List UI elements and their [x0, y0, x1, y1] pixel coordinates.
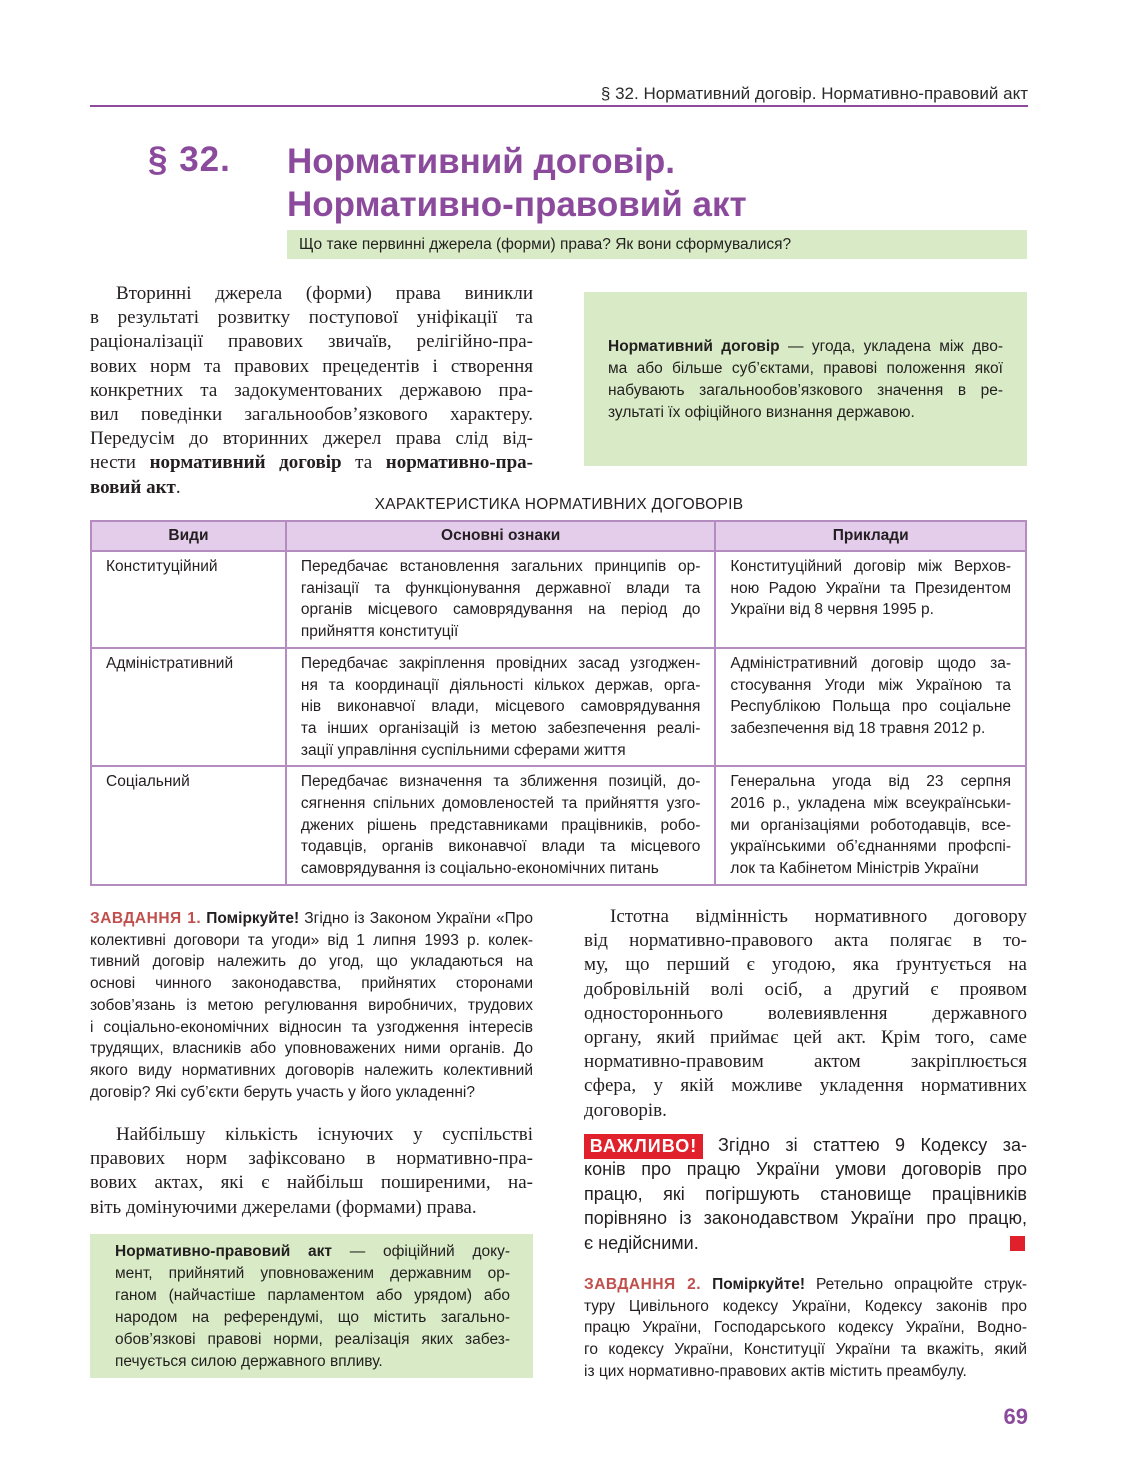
paragraph-line: договорів. [584, 1099, 667, 1121]
header-rule [90, 105, 1028, 107]
paragraph-line: віть домінуючими джерелами (формами) права. [90, 1196, 477, 1218]
definition-line: ма або більше суб’єктами, правові положення якої [608, 360, 1003, 377]
definition-contract [608, 336, 1003, 424]
definition-line: зультаті їх офіційного визнання державою. [608, 404, 915, 421]
cell-line: Конституційний договір між Верхов- [730, 558, 1011, 575]
note-line: Згідно зі статтею 9 Кодексу за- [718, 1135, 1027, 1155]
guiding-question: Що таке первинні джерела (форми) права? Як вони сформувалися? [287, 230, 1027, 259]
cell-line: ня та координації діяльності кількох держав, орга- [300, 676, 701, 694]
definition-line: народом на референдумі, що містить загально- [115, 1309, 510, 1326]
task-line: тивний договір належить до угод, що укладаються на [90, 953, 533, 971]
paragraph-line: сфера, у якій можливе укладення нормативних [584, 1075, 1027, 1097]
task-line: колективні договори та угоди» від 1 липня 1993 р. колек- [90, 931, 533, 949]
definition-line: печується силою державного впливу. [115, 1353, 383, 1370]
paragraph-line: Істотна відмінність нормативного договору [610, 906, 1027, 927]
cell-line: Республікою Польща про соціальне [730, 698, 1011, 716]
cell-line: ми організаціями роботодавців, все- [730, 816, 1011, 834]
cell-line: Генеральна угода від 23 серпня [730, 773, 1011, 791]
cell-line: Передбачає визначення та зближення позицій, до- [300, 773, 701, 791]
task-line: і соціально-економічних відносин та узгодження інтересів [90, 1018, 533, 1036]
cell-line: зації управління суспільними сферами життя [300, 741, 626, 759]
paragraph-line: нормативно-правовим актом закріплюється [584, 1051, 1027, 1073]
intro-line: вил поведінки загальнообов’язкового характеру. [90, 404, 533, 426]
intro-text: . [175, 476, 181, 498]
task-line [584, 1274, 1027, 1296]
contracts-table [90, 520, 1027, 886]
cell-line: ною Радою України та Президентом [730, 579, 1011, 597]
intro-text: нести [90, 452, 150, 474]
intro-line [90, 451, 533, 475]
cell-examples [715, 766, 1026, 885]
intro-line: Вторинні джерела (форми) права виникли [116, 283, 533, 304]
cell-line: стосування Угоди між Україною та [730, 676, 1011, 694]
task-prompt: Поміркуйте! [712, 1276, 806, 1293]
cell-features [286, 551, 716, 648]
cell-type: Конституційний [91, 551, 286, 648]
table-row [91, 648, 1026, 767]
cell-line: та інших організацій із метою забезпечення реалі- [300, 719, 701, 737]
intro-line: в результаті розвитку поступової уніфікації та [90, 307, 533, 329]
task-line: зобов’язань із метою регулювання виробничих, трудових [90, 996, 533, 1014]
section-number: § 32. [148, 140, 231, 179]
running-head: § 32. Нормативний договір. Нормативно-правовий акт [600, 84, 1028, 103]
definition-line [115, 1241, 510, 1263]
task-line: го кодексу України, Конституції України та вкажіть, який [584, 1341, 1027, 1359]
task-prompt: Поміркуйте! [206, 910, 300, 927]
cell-line: органів місцевого самоврядування на період до [300, 601, 701, 619]
task-label: ЗАВДАННЯ 1. [90, 910, 202, 927]
cell-line: забезпечення від 18 травня 2012 р. [730, 719, 986, 737]
table-row [91, 766, 1026, 885]
task-line: туру Цивільного кодексу України, Кодексу законів про [584, 1297, 1027, 1315]
task-2 [584, 1274, 1027, 1383]
cell-line: України від 8 червня 1995 р. [730, 601, 934, 619]
task-1 [90, 908, 533, 1103]
definition-line [608, 336, 1003, 358]
paragraph-line: му, що перший є угодою, яка ґрунтується на [584, 954, 1027, 976]
intro-paragraph [90, 282, 533, 500]
task-line: трудящих, власників або уповноважених ними органів. До [90, 1040, 533, 1058]
paragraph-line: одностороннього волевиявлення державного [584, 1002, 1027, 1024]
cell-features [286, 648, 716, 767]
task-text: Ретельно опрацюйте струк- [805, 1276, 1028, 1293]
definition-line: обов’язкові правові норми, реалізація яких забез- [115, 1331, 510, 1348]
cell-line: нів виконавчої влади, місцевого самоврядування [300, 698, 701, 716]
paragraph-line: добровільній волі осіб, а другий є проявом [584, 978, 1027, 1000]
paragraph-normative-acts [90, 1123, 533, 1220]
intro-line: Передусім до вторинних джерел права слід від- [90, 428, 533, 450]
cell-line: сягнення спільних домовленостей та прийняття узго- [300, 795, 701, 813]
cell-features [286, 766, 716, 885]
table-caption: ХАРАКТЕРИСТИКА НОРМАТИВНИХ ДОГОВОРІВ [374, 496, 744, 513]
end-marker-icon [1010, 1236, 1025, 1251]
cell-line: ганізації та функціонування державної влади та [300, 579, 701, 597]
paragraph-line: вових актах, які є найбільш поширеними, на- [90, 1172, 533, 1194]
paragraph-difference [584, 905, 1027, 1123]
cell-line: 2016 р., укладена між всеукраїнськи- [730, 795, 1011, 813]
intro-line: вових норм та правових прецедентів і створення [90, 355, 533, 377]
cell-type: Соціальний [91, 766, 286, 885]
task-line [90, 908, 533, 930]
column-header-examples: Приклади [715, 521, 1026, 551]
table-header-row [91, 521, 1026, 551]
task-line: основі чинного законодавства, прийнятих сторонами [90, 975, 533, 993]
note-line: є недійсними. [584, 1232, 699, 1253]
term-normative-contract: нормативний договір [149, 452, 342, 474]
term-normative-act-part: нормативно-пра- [385, 452, 533, 474]
note-line: порівняно із законодавством України про працю, [584, 1208, 1027, 1229]
task-line: договір? Які суб’єкти беруть участь у його укладенні? [90, 1083, 475, 1101]
cell-line: українськими об’єднаннями профспі- [730, 838, 1011, 856]
task-line: якого виду нормативних договорів належить колективний [90, 1061, 533, 1079]
cell-line: Адміністративний договір щодо за- [730, 654, 1011, 672]
cell-line: Передбачає встановлення загальних принципів ор- [300, 558, 701, 575]
important-badge: ВАЖЛИВО! [584, 1134, 703, 1159]
note-line: працю, які погіршують становище працівників [584, 1183, 1027, 1204]
intro-line: конкретних та задокументованих державою пра- [90, 379, 533, 401]
definition-text: — угода, укладена між дво- [779, 338, 1003, 355]
cell-line: джених рішень представниками працівників, робо- [300, 816, 701, 834]
task-text: Згідно із Законом України «Про [299, 910, 534, 927]
definition-line: мент, прийнятий уповноваженим державним ор- [115, 1265, 510, 1282]
definition-term: Нормативно-правовий акт [115, 1243, 333, 1260]
cell-line: лок та Кабінетом Міністрів України [730, 860, 979, 878]
task-label: ЗАВДАННЯ 2. [584, 1276, 702, 1293]
paragraph-line: органу, який приймає цей акт. Крім того, саме [584, 1027, 1027, 1049]
task-line: із цих нормативно-правових актів містить преамбулу. [584, 1362, 967, 1380]
paragraph-line: правових норм зафіксовано в нормативно-пра- [90, 1148, 533, 1170]
intro-line: раціоналізації правових звичаїв, релігійно-пра- [90, 331, 533, 353]
term-normative-act-end: вовий акт [90, 476, 176, 498]
cell-line: самоврядування із соціально-економічних питань [300, 860, 659, 878]
section-title-line-2: Нормативно-правовий акт [287, 185, 747, 224]
column-header-features: Основні ознаки [286, 521, 716, 551]
paragraph-line: від нормативно-правового акта полягає в то- [584, 930, 1027, 952]
section-title [287, 140, 747, 226]
definition-line: ганом (найчастіше парламентом або урядом) або [115, 1287, 510, 1304]
section-title-line-1: Нормативний договір. [287, 142, 675, 181]
intro-text: та [341, 452, 386, 474]
task-line: працю України, Господарського кодексу України, Водно- [584, 1319, 1027, 1337]
paragraph-line: Найбільшу кількість існуючих у суспільстві [116, 1124, 533, 1145]
table-row [91, 551, 1026, 648]
definition-text: — офіційний доку- [332, 1243, 510, 1260]
cell-line: прийняття конституції [300, 623, 459, 641]
cell-examples [715, 648, 1026, 767]
cell-line: Передбачає закріплення провідних засад узгоджен- [300, 654, 701, 672]
page-number: 69 [1003, 1404, 1028, 1429]
cell-line: тодавців, органів виконавчої влади та місцевого [300, 838, 701, 856]
note-line: конів про працю України умови договорів про [584, 1159, 1027, 1180]
definition-line: набувають загальнообов’язкового значення в ре- [608, 382, 1003, 399]
column-header-types: Види [91, 521, 286, 551]
cell-examples [715, 551, 1026, 648]
cell-type: Адміністративний [91, 648, 286, 767]
definition-act [115, 1241, 510, 1373]
definition-term: Нормативний договір [608, 338, 780, 355]
